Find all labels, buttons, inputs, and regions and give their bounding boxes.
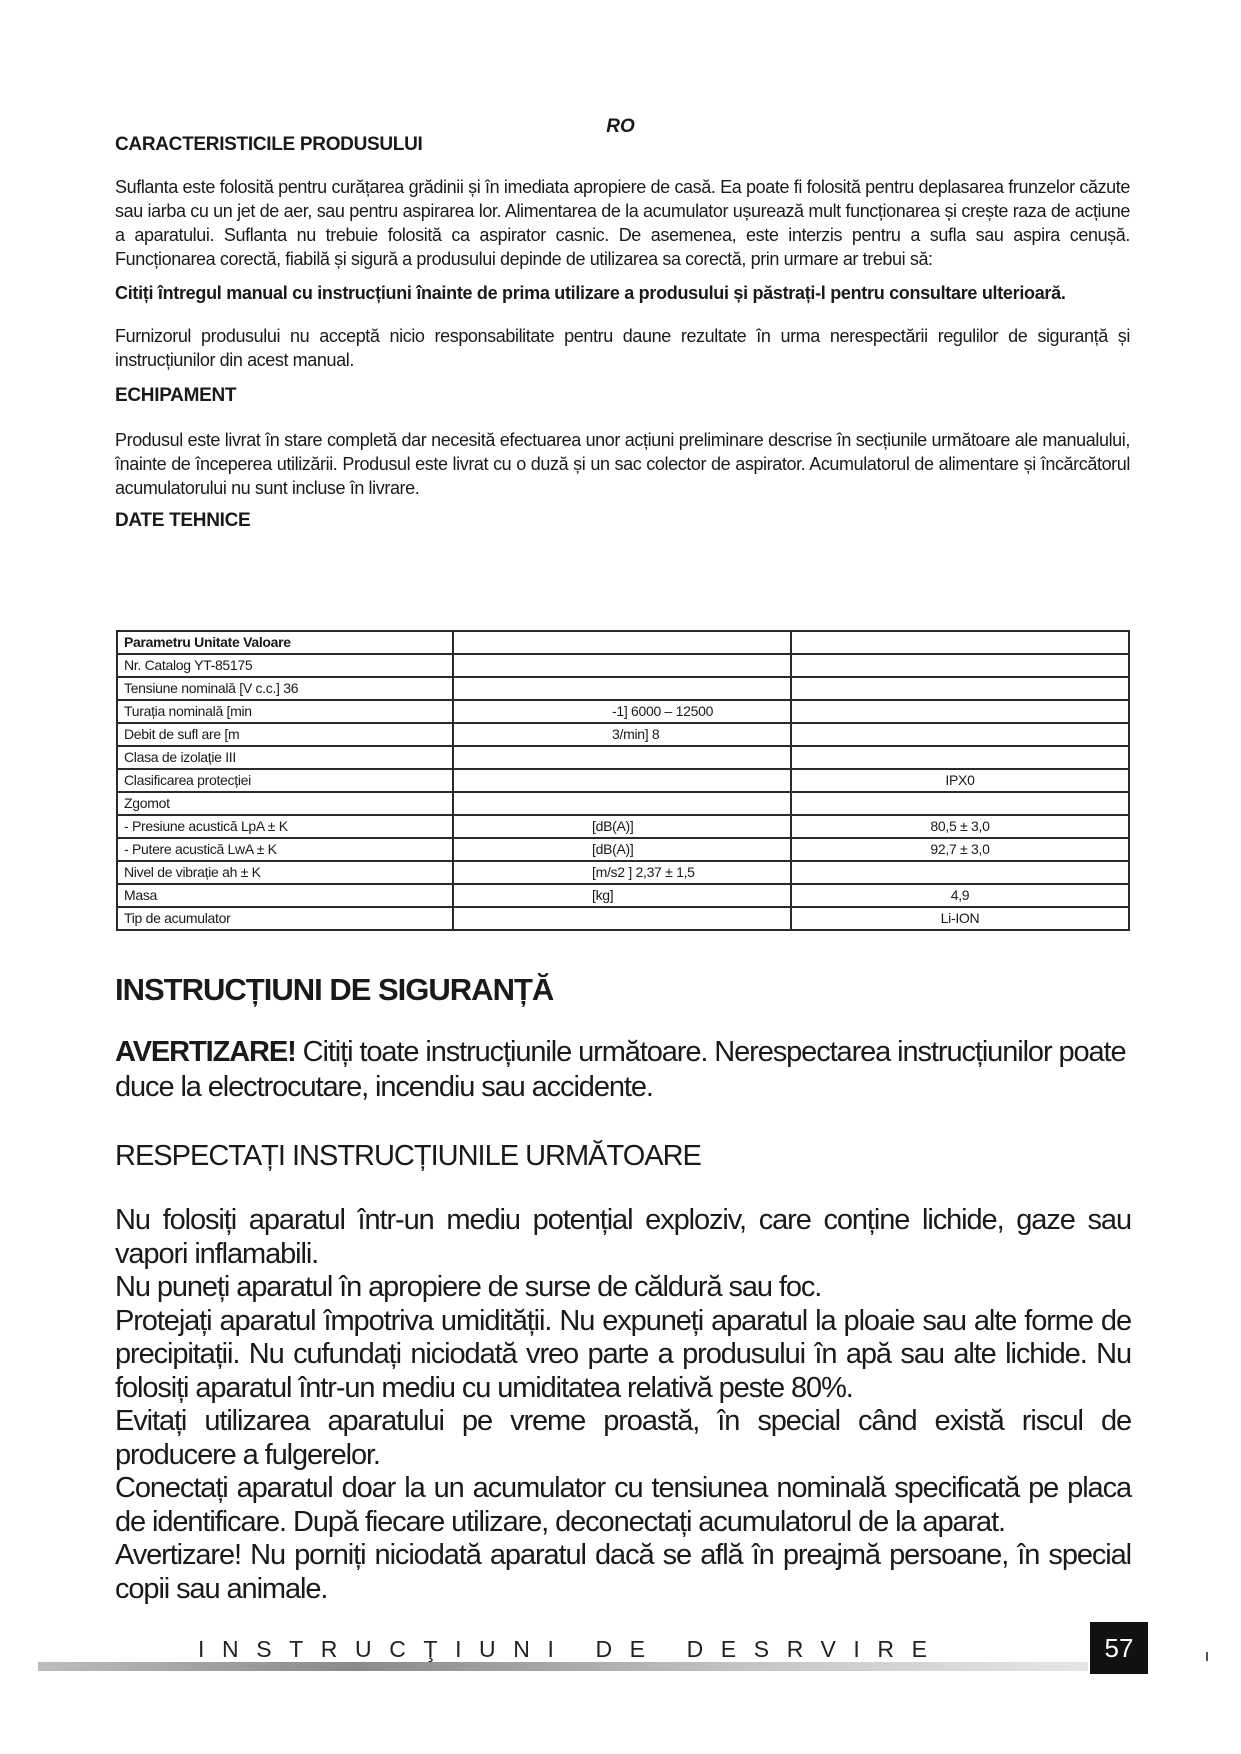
- table-cell: [453, 907, 791, 930]
- cell-text: 92,7 ± 3,0: [930, 841, 990, 857]
- table-row: [117, 792, 1129, 815]
- table-cell: [791, 861, 1129, 884]
- table-cell: [791, 677, 1129, 700]
- table-cell: [117, 884, 453, 907]
- table-cell: [453, 861, 791, 884]
- table-row: [117, 723, 1129, 746]
- cell-text: Clasa de izolație III: [124, 749, 236, 765]
- table-cell: [117, 700, 453, 723]
- table-cell: [117, 861, 453, 884]
- table-cell: [791, 815, 1129, 838]
- safety-rule: Protejați aparatul împotriva umidității. Nu expuneți aparatul la ploaie sau alte forme de precipitații. Nu cufundați niciodată vreo parte a produsului în apă sau alte lichide. Nu folosiți aparatul într-un mediu cu umiditatea relativă peste 80%.: [115, 1304, 1131, 1404]
- table-cell: [117, 677, 453, 700]
- cell-text: Tensiune nominală [V c.c.] 36: [124, 680, 299, 696]
- safety-rule: Nu puneți aparatul în apropiere de surse de căldură sau foc.: [115, 1271, 822, 1303]
- cell-text: 3/min] 8: [612, 726, 660, 742]
- table-cell: [117, 838, 453, 861]
- table-cell: [791, 792, 1129, 815]
- table-cell: [791, 654, 1129, 677]
- language-code: RO: [606, 116, 635, 137]
- table-cell: [453, 746, 791, 769]
- rules-subtitle: RESPECTAȚI INSTRUCȚIUNILE URMĂTOARE: [115, 1140, 701, 1172]
- cell-text: -1] 6000 – 12500: [612, 703, 714, 719]
- cell-text: Tip de acumulator: [124, 910, 231, 926]
- table-row: [117, 677, 1129, 700]
- table-cell: [453, 631, 791, 654]
- read-manual-notice: Citiți întregul manual cu instrucțiuni înainte de prima utilizare a produsului și păstrați-l pentru consultare ulterioară.: [115, 283, 1066, 303]
- table-cell: [453, 723, 791, 746]
- footer-title: INSTRUCŢIUNI DE DESRVIRE: [198, 1636, 945, 1662]
- safety-rule: Evitați utilizarea aparatului pe vreme proastă, în special când există riscul de producere a fulgerelor.: [115, 1405, 1131, 1471]
- cell-text: [m/s2 ] 2,37 ± 1,5: [592, 864, 695, 880]
- cell-text: - Putere acustică LwA ± K: [124, 841, 277, 857]
- table-cell: [791, 838, 1129, 861]
- margin-tick: [1206, 1652, 1208, 1661]
- cell-text: Li-ION: [940, 910, 980, 926]
- table-cell: [453, 654, 791, 677]
- table-cell: [117, 746, 453, 769]
- characteristics-heading: CARACTERISTICILE PRODUSULUI: [115, 134, 423, 155]
- cell-text: 4,9: [950, 887, 970, 903]
- equipment-paragraph: Produsul este livrat în stare completă dar necesită efectuarea unor acțiuni preliminare descrise în secțiunile următoare ale manualului, înainte de începerea utilizării. Produsul este livrat cu o duză și un sac colector de aspirator. Acumulatorul de alimentare și încărcătorul acumulatorului nu sunt incluse în livrare.: [115, 430, 1130, 498]
- warning-text: Citiți toate instrucțiunile următoare. Nerespectarea instrucțiunilor poate duce la electrocutare, incendiu sau accidente.: [115, 1036, 1126, 1103]
- table-cell: [453, 769, 791, 792]
- cell-text: Nivel de vibrație ah ± K: [124, 864, 261, 880]
- safety-rules-list: [115, 1204, 1131, 1606]
- table-cell: [791, 884, 1129, 907]
- table-row: [117, 746, 1129, 769]
- table-cell: [453, 792, 791, 815]
- cell-text: [kg]: [592, 887, 614, 903]
- table-row: [117, 907, 1129, 930]
- table-cell: [117, 723, 453, 746]
- table-cell: [453, 815, 791, 838]
- table-row: [117, 815, 1129, 838]
- table-row: [117, 884, 1129, 907]
- footer-bar: [38, 1662, 1088, 1671]
- table-cell: [791, 746, 1129, 769]
- table-cell: [791, 907, 1129, 930]
- safety-heading: INSTRUCȚIUNI DE SIGURANȚĂ: [115, 972, 554, 1007]
- cell-text: Debit de sufl are [m: [124, 726, 240, 742]
- table-cell: [117, 631, 453, 654]
- cell-text: Nr. Catalog YT-85175: [124, 657, 253, 673]
- cell-text: [dB(A)]: [592, 841, 634, 857]
- cell-text: IPX0: [945, 772, 975, 788]
- table-row: [117, 769, 1129, 792]
- safety-rule: Conectați aparatul doar la un acumulator cu tensiunea nominală specificată pe placa de identificare. După fiecare utilizare, deconectați acumulatorul de la aparat.: [115, 1472, 1131, 1538]
- cell-text: - Presiune acustică LpA ± K: [124, 818, 288, 834]
- liability-paragraph: Furnizorul produsului nu acceptă nicio responsabilitate pentru daune rezultate în urma nerespectării regulilor de siguranță și instrucțiunilor din acest manual.: [115, 326, 1130, 370]
- table-cell: [791, 700, 1129, 723]
- warning-paragraph: [115, 1035, 1131, 1105]
- characteristics-paragraph: Suflanta este folosită pentru curățarea grădinii și în imediata apropiere de casă. Ea poate fi folosită pentru deplasarea frunzelor căzute sau iarba cu un jet de aer, sau pentru aspirarea lor. Alimentarea de la acumulator ușurează mult funcționarea și crește raza de acțiune a aparatului. Suflanta nu trebuie folosită ca aspirator casnic. De asemenea, este interzis pentru a sufla sau aspira cenușă. Funcționarea corectă, fiabilă și sigură a produsului depinde de utilizarea sa corectă, prin urmare ar trebui să:: [115, 177, 1130, 269]
- table-cell: [453, 700, 791, 723]
- cell-text: Parametru Unitate Valoare: [124, 634, 291, 650]
- table-cell: [117, 815, 453, 838]
- table-row: [117, 838, 1129, 861]
- cell-text: Zgomot: [124, 795, 170, 811]
- page-number: 57: [1090, 1622, 1148, 1674]
- cell-text: Masa: [124, 887, 158, 903]
- tech-data-heading: DATE TEHNICE: [115, 510, 251, 531]
- table-row: [117, 631, 1129, 654]
- table-cell: [791, 723, 1129, 746]
- table-cell: [117, 654, 453, 677]
- safety-rule: Avertizare! Nu porniți niciodată aparatul dacă se află în preajmă persoane, în special copii sau animale.: [115, 1539, 1131, 1605]
- cell-text: Clasificarea protecției: [124, 772, 251, 788]
- equipment-heading: ECHIPAMENT: [115, 385, 237, 406]
- table-cell: [453, 838, 791, 861]
- table-row: [117, 700, 1129, 723]
- cell-text: [dB(A)]: [592, 818, 634, 834]
- table-row: [117, 654, 1129, 677]
- safety-rule: Nu folosiți aparatul într-un mediu potențial exploziv, care conține lichide, gaze sau vapori inflamabili.: [115, 1204, 1131, 1270]
- table-cell: [453, 884, 791, 907]
- table-cell: [117, 792, 453, 815]
- table-row: [117, 861, 1129, 884]
- tech-data-table: [116, 630, 1130, 931]
- cell-text: 80,5 ± 3,0: [930, 818, 990, 834]
- table-cell: [117, 769, 453, 792]
- table-cell: [117, 907, 453, 930]
- table-cell: [453, 677, 791, 700]
- cell-text: Turația nominală [min: [124, 703, 252, 719]
- warning-label: AVERTIZARE!: [115, 1036, 296, 1068]
- table-cell: [791, 769, 1129, 792]
- table-cell: [791, 631, 1129, 654]
